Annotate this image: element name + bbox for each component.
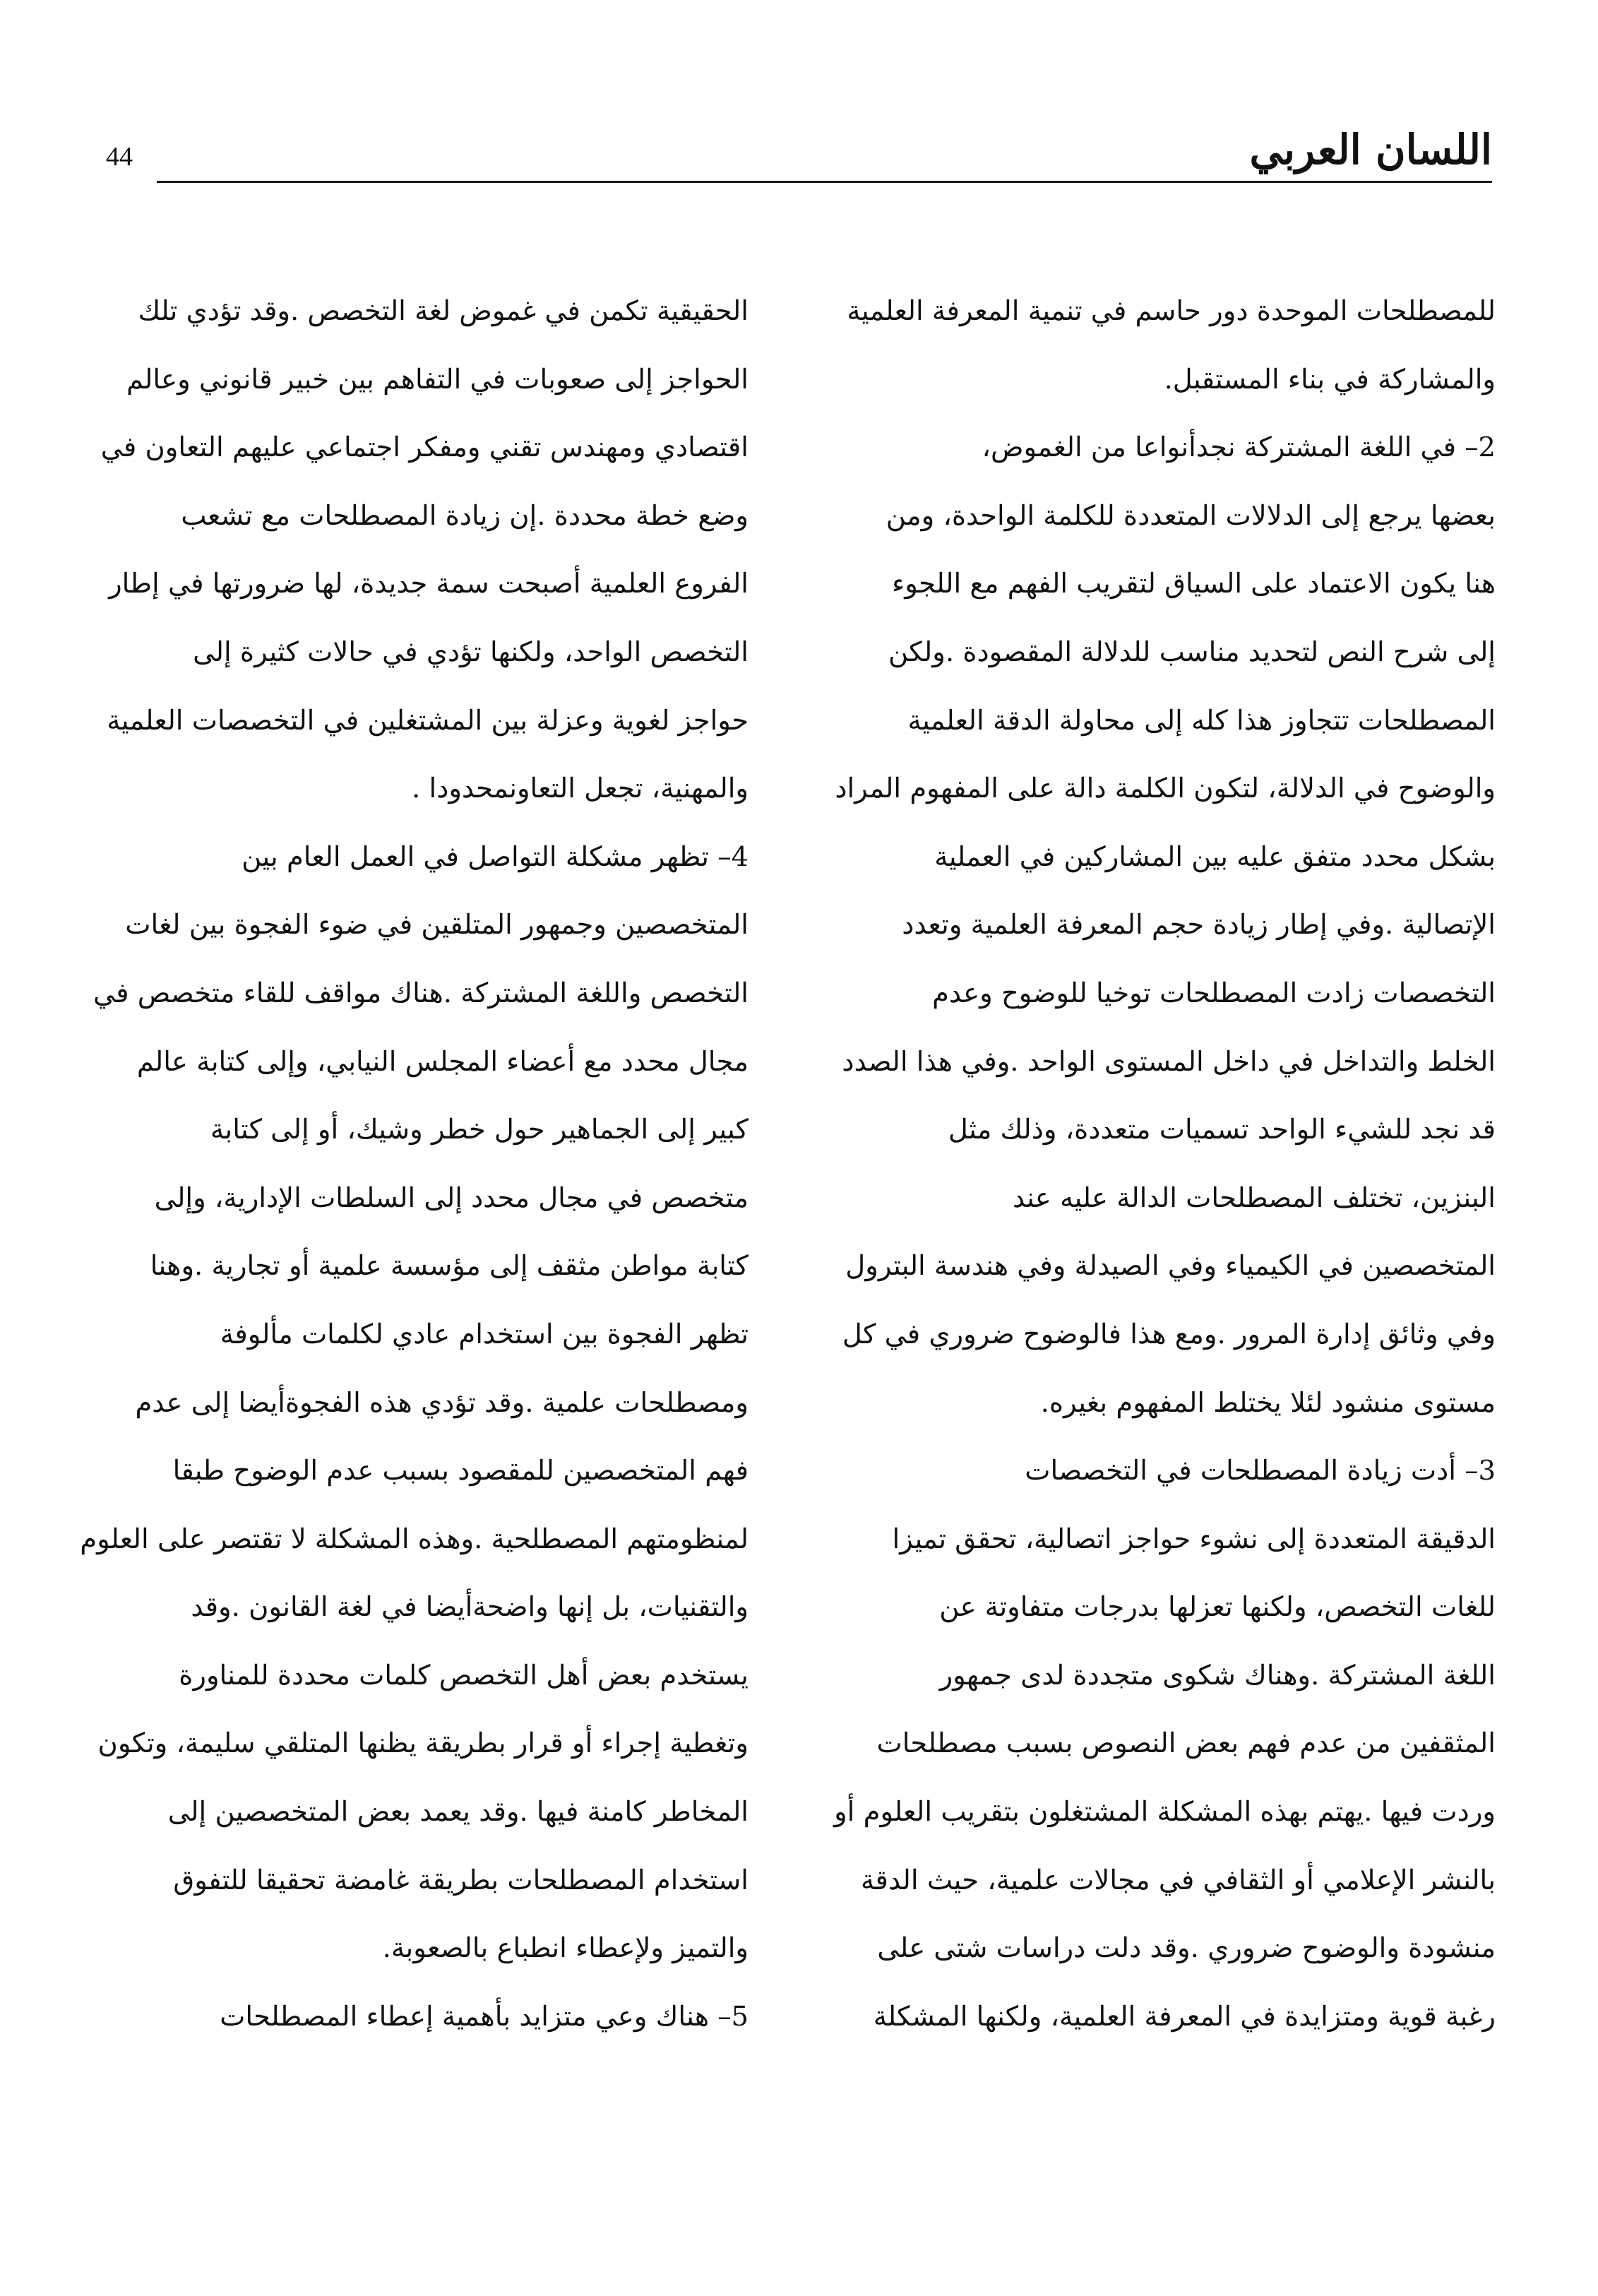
paragraph	[834, 1437, 1496, 2051]
text-line: لمنظومتهم المصطلحية .وهذه المشكلة لا تقتصر على العلوم	[80, 1523, 749, 1555]
text-line: وضع خطة محددة .إن زيادة المصطلحات مع تشعب	[181, 499, 749, 532]
header-divider	[157, 181, 1492, 183]
text-line: الحواجز إلى صعوبات في التفاهم بين خبير قانوني وعالم	[126, 363, 749, 395]
text-line: اللغة المشتركة .وهناك شكوى متجددة لدى جمهور	[939, 1659, 1496, 1691]
text-line: منشودة والوضوح ضروري .وقد دلت دراسات شتى على	[877, 1932, 1496, 1965]
text-line: والتقنيات، بل إنها واضحةأيضا في لغة القانون .وقد	[191, 1591, 749, 1624]
text-line: والتميز ولإعطاء انطباع بالصعوبة.	[382, 1932, 749, 1965]
text-line: الدقيقة المتعددة إلى نشوء حواجز اتصالية، تحقق تميزا	[892, 1523, 1496, 1555]
text-line: 3– أدت زيادة المصطلحات في التخصصات	[1025, 1455, 1496, 1487]
text-line: الإتصالية .وفي إطار زيادة حجم المعرفة العلمية وتعدد	[902, 909, 1496, 941]
text-line: كبير إلى الجماهير حول خطر وشيك، أو إلى كتابة	[210, 1114, 749, 1146]
paragraph	[92, 278, 749, 823]
text-line: الحقيقية تكمن في غموض لغة التخصص .وقد تؤدي تلك	[138, 295, 749, 327]
text-column-right	[834, 278, 1496, 2051]
text-line: حواجز لغوية وعزلة بين المشتغلين في التخصصات العلمية	[107, 704, 749, 737]
text-line: المثقفين من عدم فهم بعض النصوص بسبب مصطلحات	[876, 1727, 1496, 1760]
text-line: قد نجد للشيء الواحد تسميات متعددة، وذلك مثل	[948, 1114, 1496, 1146]
paragraph	[835, 414, 1496, 1437]
text-column-left	[80, 278, 749, 2051]
text-line: ومصطلحات علمية .وقد تؤدي هذه الفجوةأيضا إلى عدم	[135, 1386, 749, 1419]
text-line: والمشاركة في بناء المستقبل.	[1164, 363, 1496, 395]
text-line: استخدام المصطلحات بطريقة غامضة تحقيقا للتفوق	[173, 1864, 749, 1896]
text-line: الفروع العلمية أصبحت سمة جديدة، لها ضرورتها في إطار	[109, 568, 749, 600]
text-line: وتغطية إجراء أو قرار بطريقة يظنها المتلقي سليمة، وتكون	[97, 1727, 749, 1760]
text-line: 4– تظهر مشكلة التواصل في العمل العام بين	[242, 840, 749, 873]
text-line: كتابة مواطن مثقف إلى مؤسسة علمية أو تجارية .وهنا	[150, 1250, 749, 1283]
text-line: للمصطلحات الموحدة دور حاسم في تنمية المعرفة العلمية	[847, 295, 1496, 327]
text-line: وفي وثائق إدارة المرور .ومع هذا فالوضوح ضروري في كل	[842, 1318, 1496, 1350]
text-line: الخلط والتداخل في داخل المستوى الواحد .وفي هذا الصدد	[842, 1045, 1496, 1078]
text-line: التخصص الواحد، ولكنها تؤدي في حالات كثيرة إلى	[193, 636, 749, 668]
text-line: بالنشر الإعلامي أو الثقافي في مجالات علمية، حيث الدقة	[860, 1864, 1496, 1896]
text-line: والمهنية، تجعل التعاونمحدودا .	[412, 773, 749, 805]
text-line: المصطلحات تتجاوز هذا كله إلى محاولة الدقة العلمية	[907, 704, 1496, 737]
text-line: مجال محدد مع أعضاء المجلس النيابي، وإلى كتابة عالم	[136, 1045, 749, 1078]
text-line: رغبة قوية ومتزايدة في المعرفة العلمية، ولكنها المشكلة	[873, 2000, 1496, 2033]
text-line: اقتصادي ومهندس تقني ومفكر اجتماعي عليهم التعاون في	[100, 432, 749, 464]
paragraph	[839, 278, 1496, 414]
text-line: للغات التخصص، ولكنها تعزلها بدرجات متفاوتة عن	[939, 1591, 1496, 1624]
page-number: 44	[106, 142, 133, 172]
text-line: يستخدم بعض أهل التخصص كلمات محددة للمناورة	[179, 1659, 749, 1691]
text-line: إلى شرح النص لتحديد مناسب للدلالة المقصودة .ولكن	[888, 636, 1496, 668]
text-line: بشكل محدد متفق عليه بين المشاركين في العملية	[934, 840, 1496, 873]
paragraph	[92, 1983, 749, 2052]
text-line: 5– هناك وعي متزايد بأهمية إعطاء المصطلحات	[220, 2000, 749, 2033]
text-line: والوضوح في الدلالة، لتكون الكلمة دالة على المفهوم المراد	[835, 773, 1496, 805]
text-line: 2– في اللغة المشتركة نجدأنواعا من الغموض،	[982, 432, 1496, 464]
text-line: متخصص في مجال محدد إلى السلطات الإدارية، وإلى	[154, 1182, 749, 1214]
text-line: المتخصصين في الكيمياء وفي الصيدلة وفي هندسة البترول	[845, 1250, 1496, 1283]
text-line: التخصصات زادت المصطلحات توخيا للوضوح وعدم	[932, 977, 1496, 1009]
text-line: المتخصصين وجمهور المتلقين في ضوء الفجوة بين لغات	[125, 909, 749, 941]
text-line: البنزين، تختلف المصطلحات الدالة عليه عند	[1012, 1182, 1496, 1214]
text-line: بعضها يرجع إلى الدلالات المتعددة للكلمة الواحدة، ومن	[886, 499, 1496, 532]
paragraph	[80, 823, 749, 1983]
text-line: مستوى منشود لئلا يختلط المفهوم بغيره.	[1040, 1386, 1496, 1419]
text-line: تظهر الفجوة بين استخدام عادي لكلمات مألوفة	[220, 1318, 749, 1350]
text-line: هنا يكون الاعتماد على السياق لتقريب الفهم مع اللجوء	[892, 568, 1496, 600]
journal-title: اللسان العربي	[1249, 126, 1492, 174]
text-line: التخصص واللغة المشتركة .هناك مواقف للقاء متخصص في	[93, 977, 749, 1009]
text-line: فهم المتخصصين للمقصود بسبب عدم الوضوح طبقا	[172, 1455, 749, 1487]
text-line: وردت فيها .يهتم بهذه المشكلة المشتغلون بتقريب العلوم أو	[834, 1796, 1496, 1828]
text-line: المخاطر كامنة فيها .وقد يعمد بعض المتخصصين إلى	[167, 1796, 749, 1828]
